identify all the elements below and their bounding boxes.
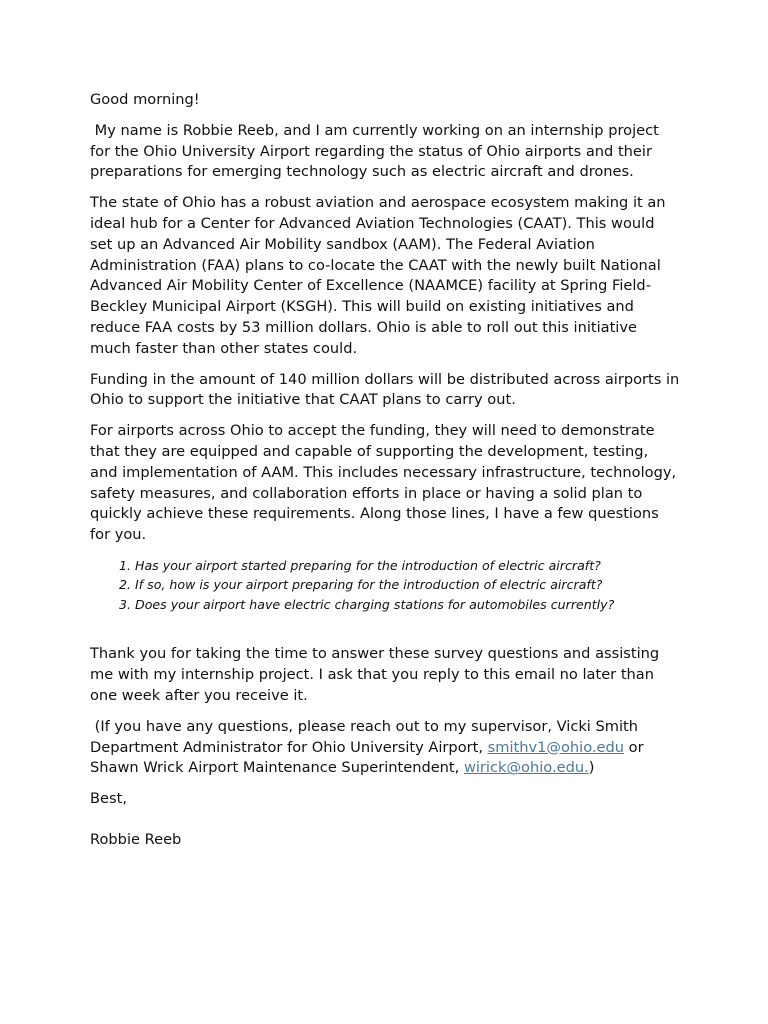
- email-link-wrick[interactable]: wirick@ohio.edu.: [463, 759, 589, 777]
- letter-body: [90, 90, 680, 851]
- intro-paragraph: My name is Robbie Reeb, and I am currently working on an internship project for the Ohio University Airport regarding the status of Ohio airports and their preparations for emerging technology such as electric aircraft and drones.: [90, 121, 664, 181]
- requirements-paragraph: For airports across Ohio to accept the funding, they will need to demonstrate that they are equipped and capable of supporting the development, testing, and implementation of AAM. This includes necessary infrastructure, technology, safety measures, and collaboration efforts in place or having a solid plan to quickly achieve these requirements. Along those lines, I have a few questions for you.: [90, 422, 677, 544]
- contact-text-end: ): [588, 759, 595, 777]
- contact-text-middle: or Shawn Wrick Airport Maintenance Superintendent,: [90, 738, 649, 777]
- greeting: Good morning!: [90, 91, 200, 108]
- email-link-smith[interactable]: smithv1@ohio.edu: [487, 738, 625, 756]
- questions-list: [90, 556, 680, 615]
- state-paragraph: The state of Ohio has a robust aviation and aerospace ecosystem making it an ideal hub for a Center for Advanced Aviation Technologies (CAAT). This would set up an Advanced Air Mobility sandbox (AAM). The Federal Aviation Administration (FAA) plans to co-locate the CAAT with the newly built National Advanced Air Mobility Center of Excellence (NAAMCE) facility at Spring Field-Beckley Municipal Airport (KSGH). This will build on existing initiatives and reduce FAA costs by 53 million dollars. Ohio is able to roll out this initiative much faster than other states could.: [90, 194, 666, 357]
- question-item: 1. Has your airport started preparing for the introduction of electric aircraft?: [135, 556, 680, 576]
- question-item: 2. If so, how is your airport preparing for the introduction of electric aircraft?: [135, 575, 680, 595]
- closing: Best,: [90, 790, 127, 808]
- question-item: 3. Does your airport have electric charging stations for automobiles currently?: [135, 595, 680, 615]
- contact-paragraph: [90, 717, 680, 779]
- funding-paragraph: Funding in the amount of 140 million dollars will be distributed across airports in Ohio to support the initiative that CAAT plans to carry out.: [90, 370, 680, 409]
- thanks-paragraph: Thank you for taking the time to answer these survey questions and assisting me with my internship project. I ask that you reply to this email no later than one week after you receive it.: [90, 645, 660, 705]
- contact-text-start: (If you have any questions, please reach out to my supervisor, Vicki Smith Department Administrator for Ohio University Airport,: [90, 717, 643, 756]
- signature: Robbie Reeb: [90, 831, 182, 849]
